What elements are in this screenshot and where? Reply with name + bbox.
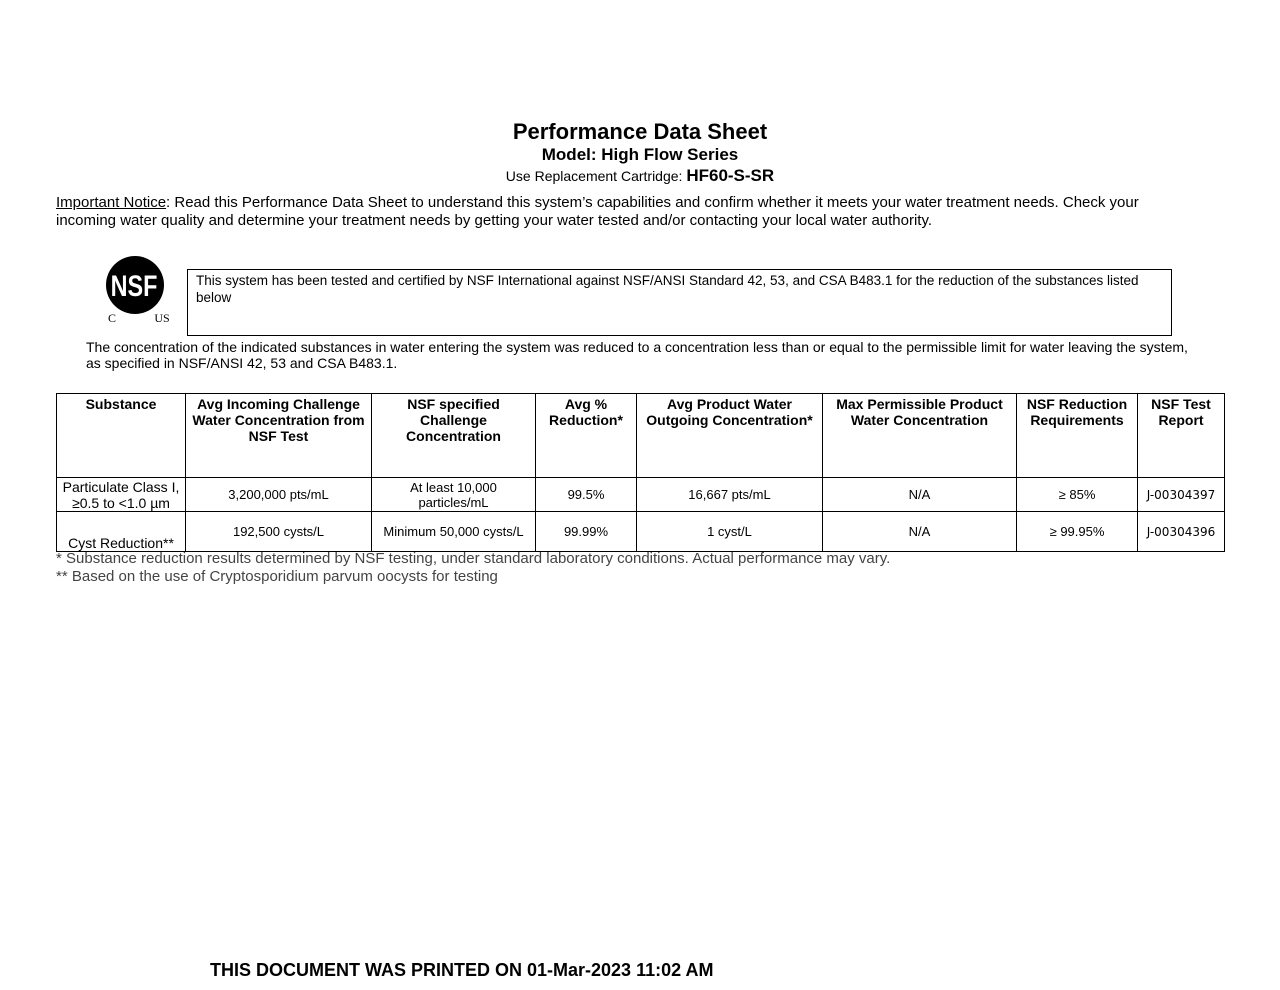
header-test-report: NSF Test Report [1138, 394, 1225, 478]
nsf-logo-text: NSF [110, 269, 158, 303]
nsf-logo-c: C [107, 311, 117, 325]
cell-test-report: J-00304396 [1138, 512, 1225, 552]
header-avg-reduction: Avg % Reduction* [536, 394, 637, 478]
performance-table [56, 393, 1225, 552]
header-avg-incoming: Avg Incoming Challenge Water Concentration from NSF Test [186, 394, 372, 478]
notice-label: Important Notice [56, 194, 167, 211]
cell-substance: Cyst Reduction** [57, 512, 186, 552]
model-name: Model: High Flow Series [541, 145, 739, 164]
footnote-substance-reduction: * Substance reduction results determined by NSF testing, under standard laboratory conditions. Actual performance may vary. [56, 550, 891, 567]
header-reduction-requirements: NSF Reduction Requirements [1017, 394, 1138, 478]
footnote-cryptosporidium: ** Based on the use of Cryptosporidium parvum oocysts for testing [56, 568, 498, 585]
cell-nsf-challenge: Minimum 50,000 cysts/L [372, 512, 536, 552]
printed-date-notice: THIS DOCUMENT WAS PRINTED ON 01-Mar-2023 11:02 AM [210, 960, 714, 980]
header-nsf-challenge: NSF specified Challenge Concentration [372, 394, 536, 478]
cell-test-report: J-00304397 [1138, 478, 1225, 512]
table-row [57, 478, 1225, 512]
important-notice [56, 194, 1186, 230]
cell-nsf-challenge: At least 10,000 particles/mL [372, 478, 536, 512]
page-title: Performance Data Sheet [512, 119, 768, 144]
certification-statement: This system has been tested and certified by NSF International against NSF/ANSI Standard 42, 53, and CSA B483.1 for the reduction of the substances listed below [187, 269, 1172, 336]
header-substance: Substance [57, 394, 186, 478]
replacement-cartridge [0, 166, 1280, 186]
cell-avg-incoming: 3,200,000 pts/mL [186, 478, 372, 512]
cartridge-label: Use Replacement Cartridge: [505, 168, 687, 184]
cell-reduction-requirements: ≥ 99.95% [1017, 512, 1138, 552]
cartridge-code: HF60-S-SR [686, 166, 775, 185]
cell-avg-product: 1 cyst/L [637, 512, 823, 552]
table-header-row [57, 394, 1225, 478]
header-max-permissible: Max Permissible Product Water Concentration [823, 394, 1017, 478]
table-row [57, 512, 1225, 552]
cell-max-permissible: N/A [823, 512, 1017, 552]
cell-avg-reduction: 99.99% [536, 512, 637, 552]
nsf-certification-logo [104, 255, 174, 325]
cell-max-permissible: N/A [823, 478, 1017, 512]
cell-reduction-requirements: ≥ 85% [1017, 478, 1138, 512]
concentration-statement: The concentration of the indicated substances in water entering the system was reduced to a concentration less than or equal to the permissible limit for water leaving the system, as specified in NSF/ANSI 42, 53 and CSA B483.1. [86, 339, 1188, 371]
footnotes [56, 550, 890, 586]
header-avg-product: Avg Product Water Outgoing Concentration* [637, 394, 823, 478]
cell-substance: Particulate Class I, ≥0.5 to <1.0 µm [57, 478, 186, 512]
notice-text: : Read this Performance Data Sheet to understand this system’s capabilities and confirm whether it meets your water treatment needs. Check your incoming water quality and determine your treatment needs by getting your water tested and/or contacting your local water authority. [56, 194, 1139, 229]
cell-avg-reduction: 99.5% [536, 478, 637, 512]
cell-avg-incoming: 192,500 cysts/L [186, 512, 372, 552]
nsf-logo-us: US [154, 311, 170, 325]
cell-avg-product: 16,667 pts/mL [637, 478, 823, 512]
